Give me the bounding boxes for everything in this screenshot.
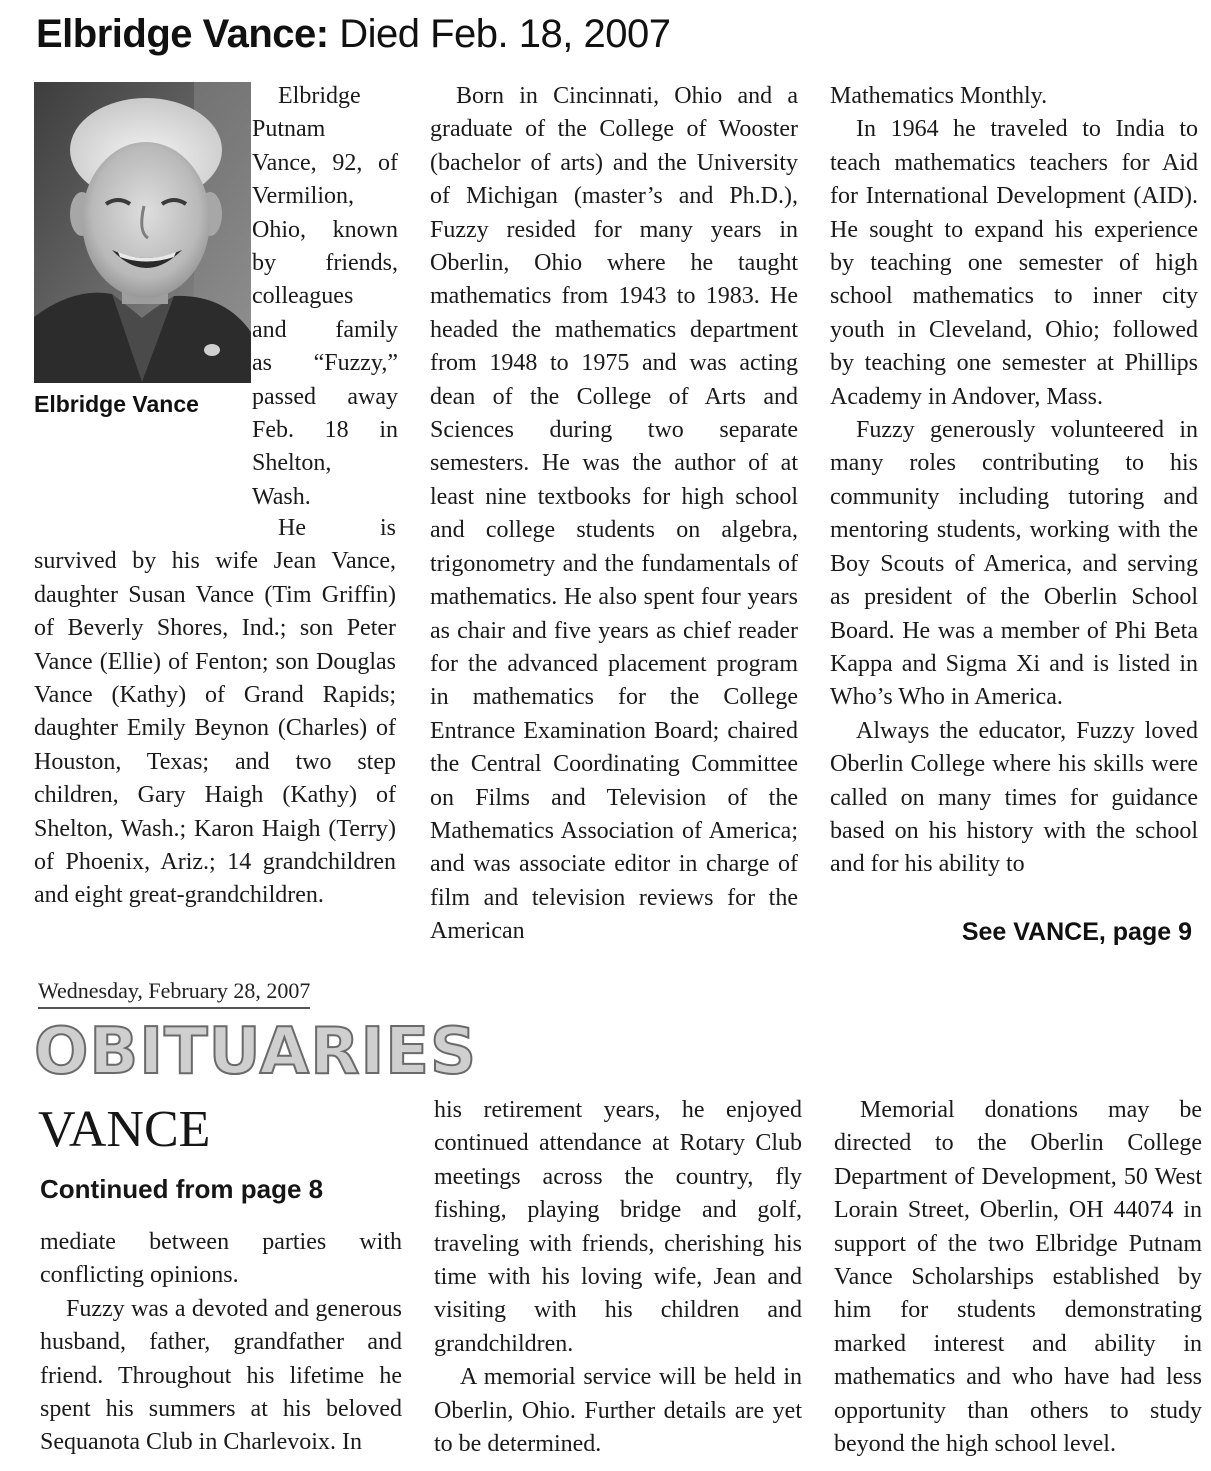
intro-line: Wash. bbox=[252, 483, 311, 510]
intro-line: and family bbox=[252, 316, 398, 343]
continuation-subheading: Continued from page 8 bbox=[40, 1174, 324, 1204]
article-paragraph: He is survived by his wife Jean Vance, daughter Susan Vance (Tim Griffin) of Beverly Shores, Ind.; son Peter Vance (Ellie) of Fenton; son Douglas Vance (Kathy) of Grand Rapids; daughter Emily Beynon (Charles) of Houston, Texas; and two step children, Gary Haigh (Kathy) of Shelton, Wash.; Karon Haigh (Terry) of Phoenix, Ariz.; 14 grandchildren and eight great-grandchildren. bbox=[34, 515, 396, 909]
intro-line: colleagues bbox=[252, 283, 354, 310]
article-column-2 bbox=[430, 80, 798, 949]
intro-line: as “Fuzzy,” bbox=[252, 350, 398, 377]
continuation-heading: VANCE bbox=[38, 1101, 211, 1158]
intro-line: passed away bbox=[252, 383, 398, 410]
continuation-column-2 bbox=[434, 1094, 802, 1461]
article-paragraph: Always the educator, Fuzzy loved Oberlin College where his skills were called on many times for guidance based on his history with the school and for his ability to bbox=[830, 717, 1198, 878]
article-column-1 bbox=[34, 512, 396, 913]
article-paragraph: Fuzzy was a devoted and generous husband, father, grandfather and friend. Throughout his lifetime he spent his summers at his beloved Sequanota Club in Charlevoix. In bbox=[40, 1295, 402, 1456]
headline bbox=[36, 6, 670, 62]
intro-line: Vermilion, bbox=[252, 183, 354, 210]
continuation-column-3 bbox=[834, 1094, 1202, 1461]
article-paragraph: Mathematics Monthly. bbox=[830, 83, 1048, 109]
section-title: OBITUARIES bbox=[34, 1015, 478, 1089]
intro-line: Feb. 18 in bbox=[252, 417, 398, 444]
article-column-3 bbox=[830, 80, 1198, 882]
article-paragraph: mediate between parties with conflicting opinions. bbox=[40, 1229, 402, 1289]
issue-date: Wednesday, February 28, 2007 bbox=[38, 976, 310, 1009]
jump-line: See VANCE, page 9 bbox=[961, 918, 1192, 946]
portrait-image bbox=[34, 82, 251, 383]
article-intro bbox=[252, 80, 398, 514]
intro-line: by friends, bbox=[252, 250, 398, 277]
article-paragraph: In 1964 he traveled to India to teach mathematics teachers for Aid for International Development (AID). He sought to expand his experience by teaching one semester of high school mathematics to inner city youth in Cleveland, Ohio; followed by teaching one semester at Phillips Academy in Andover, Mass. bbox=[830, 116, 1198, 410]
continuation-column-1 bbox=[40, 1226, 402, 1460]
article-paragraph: Born in Cincinnati, Ohio and a graduate of the College of Wooster (bachelor of arts) and the University of Michigan (master’s and Ph.D.), Fuzzy resided for many years in Oberlin, Ohio where he taught mathematics from 1943 to 1983. He headed the mathematics department from 1948 to 1975 and was acting dean of the College of Arts and Sciences during two separate semesters. He was the author of at least nine textbooks for high school and college students on algebra, trigonometry and the fundamentals of mathematics. He also spent four years as chair and five years as chief reader for the advanced placement program in mathematics for the College Entrance Examination Board; chaired the Central Coordinating Committee on Films and Television of the Mathematics Association of America; and was associate editor in charge of film and television reviews for the American bbox=[430, 83, 798, 945]
intro-line: Putnam bbox=[252, 116, 326, 143]
portrait-photo bbox=[34, 82, 251, 383]
article-paragraph: A memorial service will be held in Oberlin, Ohio. Further details are yet to be determined. bbox=[434, 1364, 802, 1458]
intro-line: Elbridge bbox=[278, 83, 361, 109]
intro-line: Shelton, bbox=[252, 450, 332, 477]
article-paragraph: his retirement years, he enjoyed continued attendance at Rotary Club meetings across the country, fly fishing, playing bridge and golf, traveling with friends, cherishing his time with his loving wife, Jean and visiting with his children and grandchildren. bbox=[434, 1097, 802, 1357]
intro-line: Ohio, known bbox=[252, 216, 398, 243]
intro-line: Vance, 92, of bbox=[252, 149, 398, 176]
article-paragraph: Fuzzy generously volunteered in many roles contributing to his community including tutoring and mentoring students, working with the Boy Scouts of America, and serving as president of the Oberlin School Board. He was a member of Phi Beta Kappa and Sigma Xi and is listed in Who’s Who in America. bbox=[830, 417, 1198, 711]
photo-caption: Elbridge Vance bbox=[34, 391, 199, 417]
headline-name: Elbridge Vance: bbox=[36, 12, 329, 56]
article-paragraph: Memorial donations may be directed to the Oberlin College Department of Development, 50 West Lorain Street, Oberlin, OH 44074 in support of the two Elbridge Putnam Vance Scholarships established by him for students demonstrating marked interest and ability in mathematics and who have had less opportunity than others to study beyond the high school level. bbox=[834, 1097, 1202, 1458]
headline-died: Died Feb. 18, 2007 bbox=[328, 12, 671, 56]
